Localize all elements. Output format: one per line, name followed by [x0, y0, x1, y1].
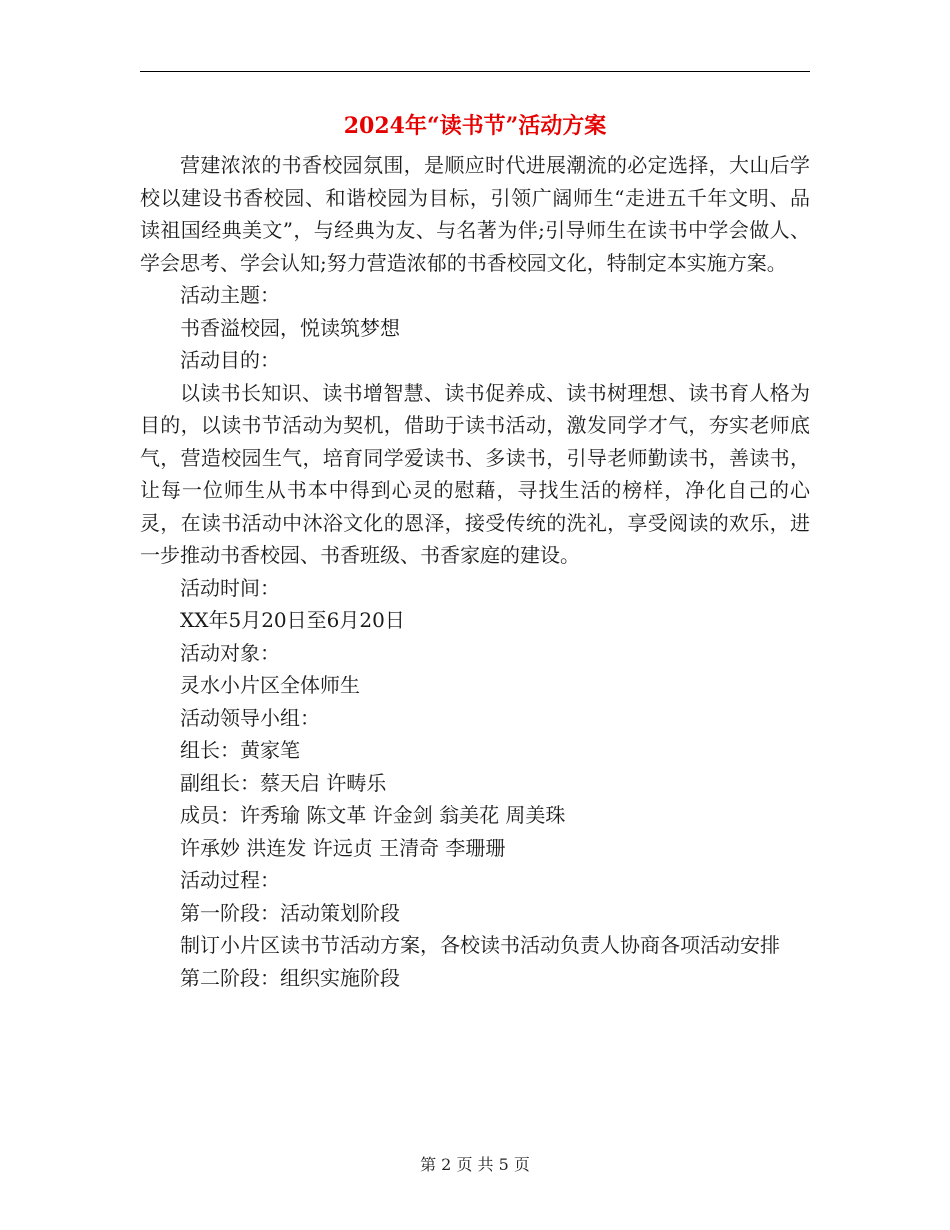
paragraph-target-heading: 活动对象：	[180, 640, 280, 665]
paragraph-stage-two: 第二阶段：组织实施阶段	[180, 965, 400, 990]
paragraph-leadership-heading: 活动领导小组：	[180, 705, 320, 730]
paragraph-deputy-leaders: 副组长：蔡天启 许畴乐	[180, 770, 387, 795]
document-title: 2024年“读书节”活动方案	[343, 113, 607, 139]
paragraph-stage-one-detail: 制订小片区读书节活动方案，各校读书活动负责人协商各项活动安排	[180, 933, 780, 957]
paragraph-process-heading: 活动过程：	[180, 868, 280, 892]
paragraph-members-continued: 许承妙 洪连发 许远贞 王清奇 李珊珊	[180, 835, 506, 860]
paragraph-theme-heading: 活动主题：	[180, 283, 280, 307]
paragraph-leader: 组长：黄家笔	[180, 738, 300, 762]
document-body	[140, 149, 810, 994]
paragraph-intro: 营建浓浓的书香校园氛围，是顺应时代进展潮流的必定选择，大山后学校以建设书香校园、和谐校园为目标，引领广阔师生“走进五千年文明、品读祖国经典美文”，与经典为友、与名著为伴;引导师生在读书中学会做人、学会思考、学会认知;努力营造浓郁的书香校园文化，特制定本实施方案。	[140, 153, 810, 275]
paragraph-theme: 书香溢校园，悦读筑梦想	[180, 315, 400, 340]
paragraph-purpose: 以读书长知识、读书增智慧、读书促养成、读书树理想、读书育人格为目的，以读书节活动为契机，借助于读书活动，激发同学才气，夯实老师底气，营造校园生气，培育同学爱读书、多读书，引导老师勤读书，善读书，让每一位师生从书本中得到心灵的慰藉，寻找生活的榜样，净化自己的心灵，在读书活动中沐浴文化的恩泽，接受传统的洗礼，享受阅读的欢乐，进一步推动书香校园、书香班级、书香家庭的建设。	[140, 380, 810, 567]
paragraph-time-heading: 活动时间：	[180, 575, 280, 600]
paragraph-members: 成员：许秀瑜 陈文革 许金剑 翁美花 周美珠	[180, 803, 566, 827]
page-footer: 第 2 页 共 5 页	[420, 1155, 530, 1174]
header-rule	[140, 71, 810, 72]
paragraph-stage-one: 第一阶段：活动策划阶段	[180, 900, 400, 925]
paragraph-time: XX年5月20日至6月20日	[180, 608, 405, 632]
paragraph-target: 灵水小片区全体师生	[180, 673, 360, 697]
paragraph-purpose-heading: 活动目的：	[180, 348, 280, 372]
